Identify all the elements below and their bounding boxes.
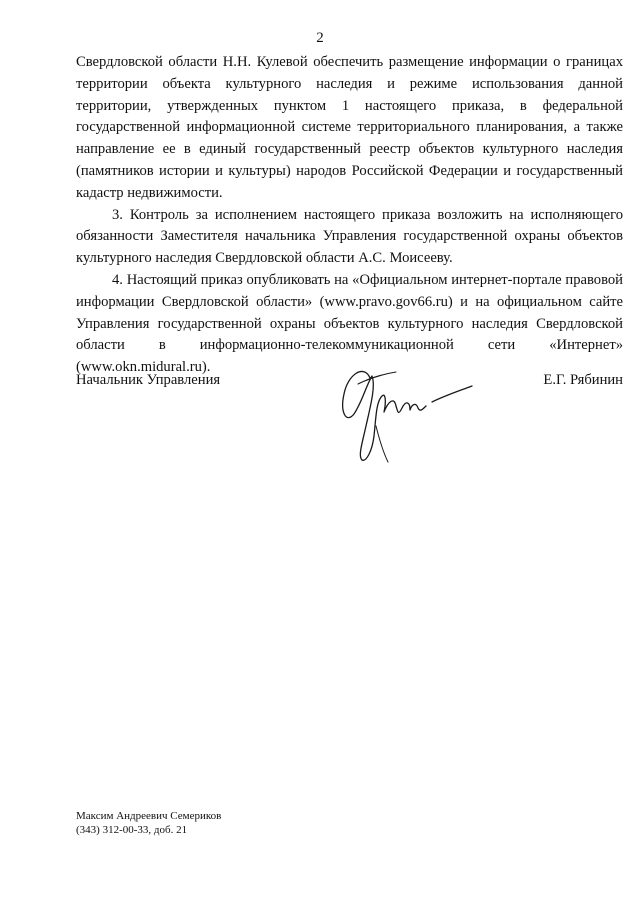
contact-info: [76, 809, 221, 837]
signer-name: Е.Г. Рябинин: [543, 372, 623, 388]
page-number: 2: [316, 30, 324, 46]
paragraph-item-3: 3. Контроль за исполнением настоящего приказа возложить на исполняющего обязанности Заместителя начальника Управления государственной охраны объектов культурного наследия Свердловской области А.С. Моисееву.: [76, 206, 623, 267]
handwritten-signature: [326, 356, 476, 466]
paragraph-continuation: Свердловской области Н.Н. Кулевой обеспечить размещение информации о границах территории объекта культурного наследия и режиме использования данной территории, утвержденных пунктом 1 настоящего приказа, в федеральной государственной информационной системе территориального планирования, а также направление ее в единый государственный реестр объектов культурного наследия (памятников истории и культуры) народов Российской Федерации и государственный кадастр недвижимости.: [76, 54, 623, 201]
contact-phone: (343) 312-00-33, доб. 21: [76, 824, 188, 836]
signer-position: Начальник Управления: [76, 372, 221, 388]
paragraph-item-4: 4. Настоящий приказ опубликовать на «Официальном интернет-портале правовой информации Свердловской области» (www.pravo.gov66.ru) и на официальном сайте Управления государственной охраны объектов культурного наследия Свердловской области в информационно-телекоммуникационной сети «Интернет» (www.okn.midural.ru).: [76, 271, 623, 376]
document-body: [76, 52, 623, 379]
contact-name: Максим Андреевич Семериков: [76, 810, 222, 822]
